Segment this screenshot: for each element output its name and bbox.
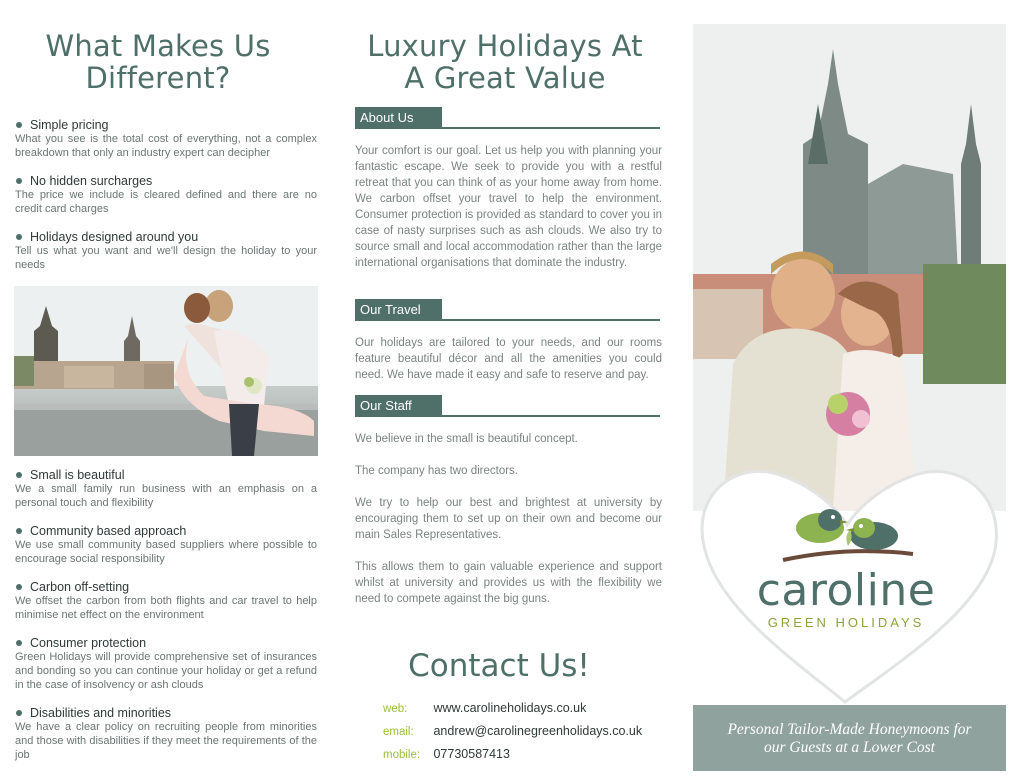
left-heading-line1: What Makes Us [45,29,271,63]
couple-bridge-illustration [14,286,318,456]
about-us-text: Your comfort is our goal. Let us help you with planning your fantastic escape. We seek to provide you with a restful retreat that you can think of as your home away from home. We carbon offset your travel to help the environment. Consumer protection is provided as standard to cover you in case of nasty surprises such as ash clouds. We also try to source small and local accommodation rather than the large international organisations that dominate the industry. [355,145,662,269]
feature-desc: We use small community based suppliers where possible to encourage social responsibility [15,539,317,565]
feature-desc: We have a clear policy on recruiting people from minorities and those with disabilities if they meet the requirements of the job [15,721,317,761]
feature-desc: We offset the carbon from both flights and car travel to help minimise net effect on the environment [15,595,317,621]
section-label: Our Travel [355,299,442,321]
couple-photo-bridge [14,286,318,456]
middle-heading-line2: A Great Value [404,61,606,95]
contact-mobile [383,747,510,761]
feature-desc: Green Holidays will provide comprehensive set of insurances and bonding so you can continue your holiday or get a refund in the case of insolvency or ash clouds [15,651,317,691]
feature-title: Disabilities and minorities [15,706,317,720]
our-staff-text-1: We believe in the small is beautiful concept. [355,433,578,445]
couple-photo-castle [693,24,1006,511]
contact-mobile-number[interactable]: 07730587413 [433,747,510,761]
our-staff-text-2: The company has two directors. [355,465,518,477]
contact-email-link[interactable]: andrew@carolinegreenholidays.co.uk [433,724,643,738]
section-label: Our Staff [355,395,442,417]
right-panel [690,0,1021,776]
feature-title: Holidays designed around you [15,230,317,244]
feature-consumer-protection [15,636,317,692]
brand-subtitle: GREEN HOLIDAYS [767,615,925,630]
middle-panel [340,0,680,776]
feature-carbon-offsetting [15,580,317,622]
section-rule [442,415,660,417]
feature-desc: What you see is the total cost of everything, not a complex breakdown that only an industry expert can decipher [15,133,317,159]
section-rule [442,319,660,321]
section-rule [442,127,660,129]
feature-holidays-designed [15,230,317,272]
feature-small-is-beautiful [15,468,317,510]
left-panel [0,0,330,776]
feature-title: Consumer protection [15,636,317,650]
feature-title: Simple pricing [15,118,317,132]
feature-title: Carbon off-setting [15,580,317,594]
feature-desc: We a small family run business with an emphasis on a personal touch and flexibility [15,483,317,509]
feature-desc: The price we include is cleared defined and there are no credit card charges [15,189,317,215]
feature-no-hidden-surcharges [15,174,317,216]
section-label: About Us [355,107,442,129]
contact-title: Contact Us! [408,648,590,684]
section-header-our-staff [355,395,660,417]
tagline-line1: Personal Tailor-Made Honeymoons for [727,721,972,738]
birds-logo-icon [778,506,918,566]
our-staff-text-4: This allows them to gain valuable experience and support whilst at university and provides us with the flexibility we need to compete against the big guns. [355,561,662,605]
brand-name: caroline [756,565,936,616]
contact-web-link[interactable]: www.carolineholidays.co.uk [433,701,587,715]
our-staff-text-3: We try to help our best and brightest at university by encouraging them to set up on their own and become our main Sales Representatives. [355,497,662,541]
feature-title: Small is beautiful [15,468,317,482]
feature-title: Community based approach [15,524,317,538]
left-heading [0,30,316,94]
middle-heading-line1: Luxury Holidays At [367,29,643,63]
couple-castle-illustration [693,24,1006,511]
contact-email [383,724,642,738]
tagline-line2: our Guests at a Lower Cost [764,739,935,756]
our-travel-text: Our holidays are tailored to your needs, and our rooms feature beautiful décor and all the amenities you could need. We have made it easy and safe to reserve and pay. [355,337,662,381]
feature-title: No hidden surcharges [15,174,317,188]
feature-community-based [15,524,317,566]
feature-simple-pricing [15,118,317,160]
feature-disabilities-minorities [15,706,317,762]
contact-key: email: [383,726,414,738]
middle-heading [340,30,670,94]
contact-web [383,701,586,715]
section-header-our-travel [355,299,660,321]
left-heading-line2: Different? [85,61,231,95]
feature-desc: Tell us what you want and we'll design the holiday to your needs [15,245,317,271]
tagline-banner [693,705,1006,771]
section-header-about-us [355,107,660,129]
contact-key: web: [383,703,408,715]
contact-key: mobile: [383,749,421,761]
